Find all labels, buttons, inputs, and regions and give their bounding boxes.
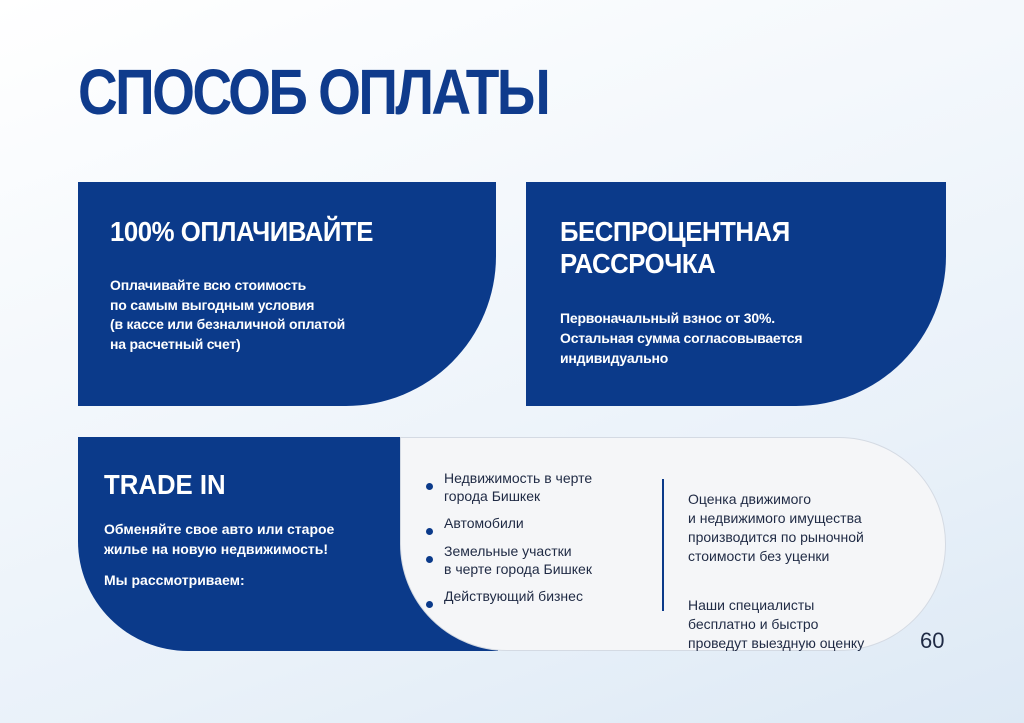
list-item-label: Действующий бизнес — [444, 587, 583, 604]
evaluation-paragraph: Наши специалисты бесплатно и быстро проведут выездную оценку — [688, 597, 865, 652]
installment-title: БЕСПРОЦЕНТНАЯ РАССРОЧКА — [560, 216, 790, 279]
list-item — [426, 514, 646, 532]
trade-in-title: TRADE IN — [104, 469, 226, 500]
list-item-label: Недвижимость в черте города Бишкек — [444, 470, 593, 505]
installment-text: Первоначальный взнос от 30%. Остальная сумма согласовывается индивидуально — [560, 310, 803, 366]
list-item — [426, 469, 646, 505]
bullet-dot-icon — [426, 483, 433, 490]
bullet-dot-icon — [426, 556, 433, 563]
trade-in-items-list — [426, 469, 646, 614]
list-item-label: Автомобили — [444, 515, 524, 532]
evaluation-paragraph: Оценка движимого и недвижимого имущества производится по рыночной стоимости без уценки — [688, 490, 864, 564]
full-payment-title: 100% ОПЛАЧИВАЙТЕ — [110, 216, 373, 247]
bullet-dot-icon — [426, 528, 433, 535]
installment-card — [526, 182, 946, 406]
trade-in-consider-label: Мы рассмотриваем: — [104, 571, 245, 588]
list-item — [426, 587, 646, 605]
list-item — [426, 542, 646, 578]
list-item-label: Земельные участки в черте города Бишкек — [444, 542, 592, 577]
evaluation-text — [688, 471, 908, 684]
full-payment-text: Оплачивайте всю стоимость по самым выгодным условия (в кассе или безналичной оплатой на расчетный счет) — [110, 276, 346, 353]
page-title: СПОСОБ ОПЛАТЫ — [78, 56, 549, 128]
bullet-dot-icon — [426, 601, 433, 608]
trade-in-text: Обменяйте свое авто или старое жилье на новую недвижимость! — [104, 521, 335, 558]
page-number: 60 — [920, 628, 945, 653]
vertical-divider — [662, 479, 664, 611]
trade-in-section — [78, 437, 946, 651]
full-payment-card — [78, 182, 496, 406]
